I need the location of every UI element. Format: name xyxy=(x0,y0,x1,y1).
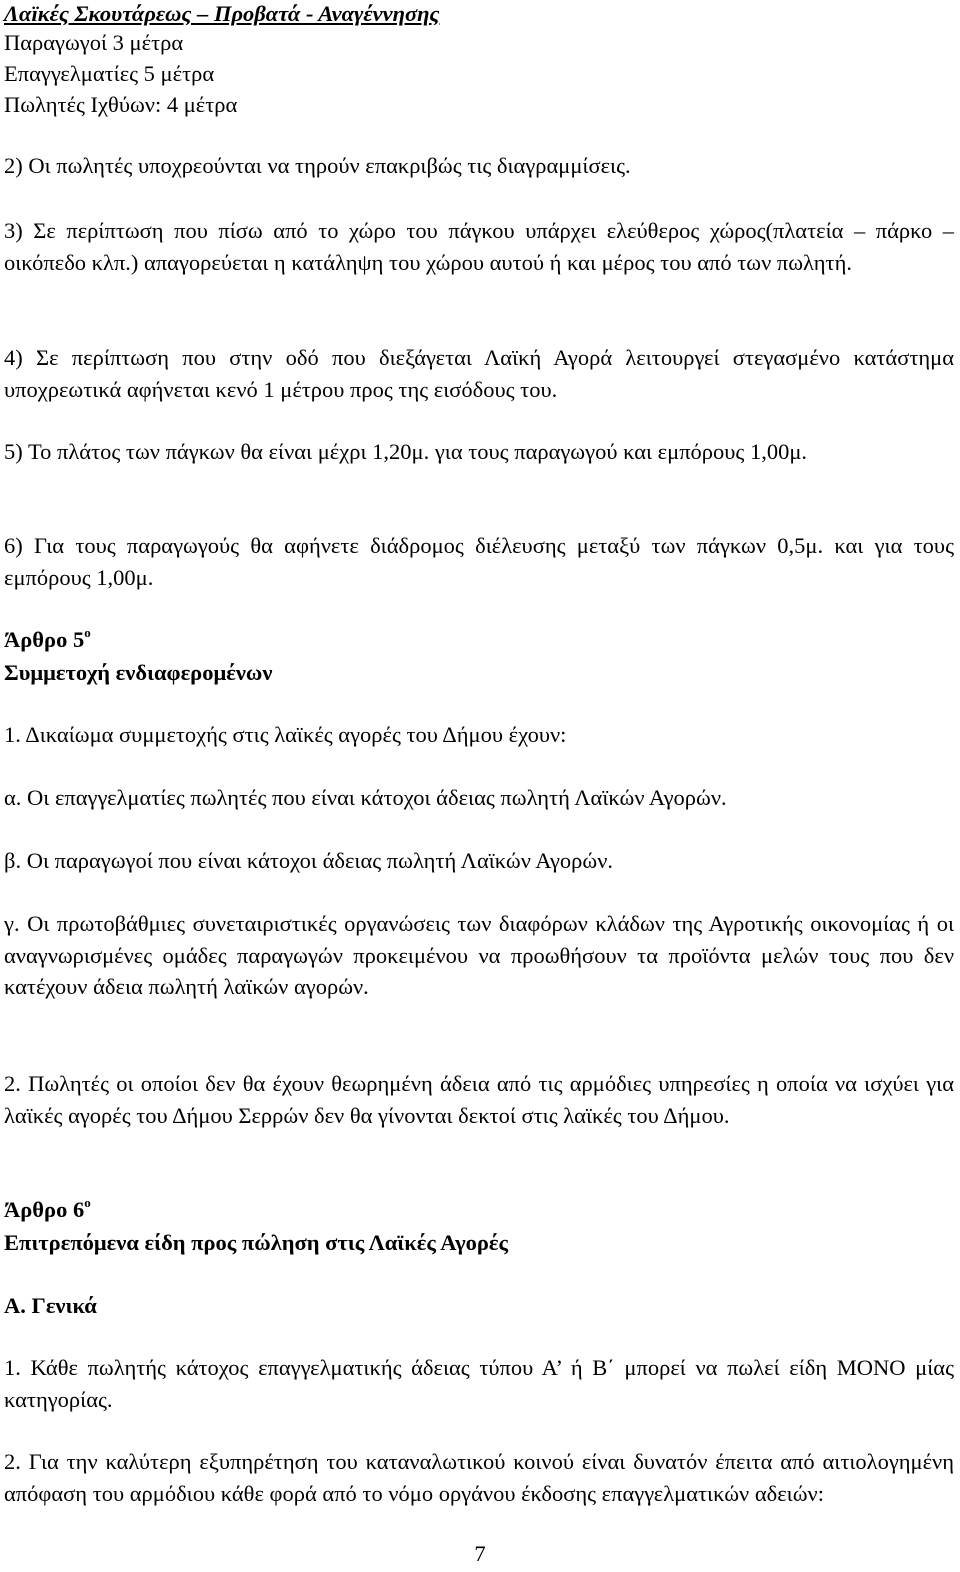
header-line: Πωλητές Ιχθύων: 4 μέτρα xyxy=(4,92,238,117)
header-line: Παραγωγοί 3 μέτρα xyxy=(4,30,184,55)
page-number: 7 xyxy=(474,1541,486,1566)
item-4: 4) Σε περίπτωση που στην οδό που διεξάγεται Λαϊκή Αγορά λειτουργεί στεγασμένο κατάστημα υποχρεωτικά αφήνεται κενό 1 μέτρου προς της εισόδους του. xyxy=(4,345,954,402)
article-5-item-a: α. Οι επαγγελματίες πωλητές που είναι κάτοχοι άδειας πωλητή Λαϊκών Αγορών. xyxy=(4,785,727,810)
item-5: 5) Το πλάτος των πάγκων θα είναι μέχρι 1,20μ. για τους παραγωγού και εμπόρους 1,00μ. xyxy=(4,439,808,464)
article-5-paragraph-2: 2. Πωλητές οι οποίοι δεν θα έχουν θεωρημένη άδεια από τις αρμόδιες υπηρεσίες η οποία να ισχύει για λαϊκές αγορές του Δήμου Σερρών δεν θα γίνονται δεκτοί στις λαϊκές του Δήμου. xyxy=(4,1071,954,1128)
article-5-item-c: γ. Οι πρωτοβάθμιες συνεταιριστικές οργανώσεις των διαφόρων κλάδων της Αγροτικής οικονομίας ή οι αναγνωρισμένες ομάδες παραγωγών προκειμένου να προωθήσουν τα προϊόντα μελών τους που δεν κατέχουν άδεια πωλητή λαϊκών αγορών. xyxy=(4,911,954,999)
article-6-heading-text: Άρθρο 6 xyxy=(4,1197,85,1222)
article-5-heading xyxy=(4,624,91,656)
article-5-title: Συμμετοχή ενδιαφερομένων xyxy=(4,660,273,685)
article-6-title: Επιτρεπόμενα είδη προς πώληση στις Λαϊκές Αγορές xyxy=(4,1230,509,1255)
article-6-paragraph-1: 1. Κάθε πωλητής κάτοχος επαγγελματικής άδειας τύπου Α’ ή Β΄ μπορεί να πωλεί είδη ΜΟΝΟ μίας κατηγορίας. xyxy=(4,1355,954,1412)
article-5-heading-text: Άρθρο 5 xyxy=(4,627,85,652)
item-3: 3) Σε περίπτωση που πίσω από το χώρο του πάγκου υπάρχει ελεύθερος χώρος(πλατεία – πάρκο – οικόπεδο κλπ.) απαγορεύεται η κατάληψη του χώρου αυτού ή και μέρος του από των πωλητή. xyxy=(4,218,954,275)
item-6: 6) Για τους παραγωγούς θα αφήνετε διάδρομος διέλευσης μεταξύ των πάγκων 0,5μ. και για τους εμπόρους 1,00μ. xyxy=(4,533,954,590)
article-6-paragraph-2: 2. Για την καλύτερη εξυπηρέτηση του καταναλωτικού κοινού είναι δυνατόν έπειτα από αιτιολογημένη απόφαση του αρμόδιου κάθε φορά από το νόμο οργάνου έκδοσης επαγγελματικών αδειών: xyxy=(4,1449,954,1506)
item-2: 2) Οι πωλητές υποχρεούνται να τηρούν επακριβώς τις διαγραμμίσεις. xyxy=(4,153,631,178)
article-5-item-b: β. Οι παραγωγοί που είναι κάτοχοι άδειας πωλητή Λαϊκών Αγορών. xyxy=(4,848,614,873)
section-title: Λαϊκές Σκουτάρεως – Προβατά - Αναγέννησης xyxy=(4,1,440,26)
article-5-paragraph-1: 1. Δικαίωμα συμμετοχής στις λαϊκές αγορές του Δήμου έχουν: xyxy=(4,722,567,747)
article-6-heading xyxy=(4,1194,91,1226)
header-line: Επαγγελματίες 5 μέτρα xyxy=(4,61,215,86)
article-5-sup: ο xyxy=(84,625,91,640)
article-6-sup: ο xyxy=(84,1195,91,1210)
section-a-heading: Α. Γενικά xyxy=(4,1293,97,1318)
